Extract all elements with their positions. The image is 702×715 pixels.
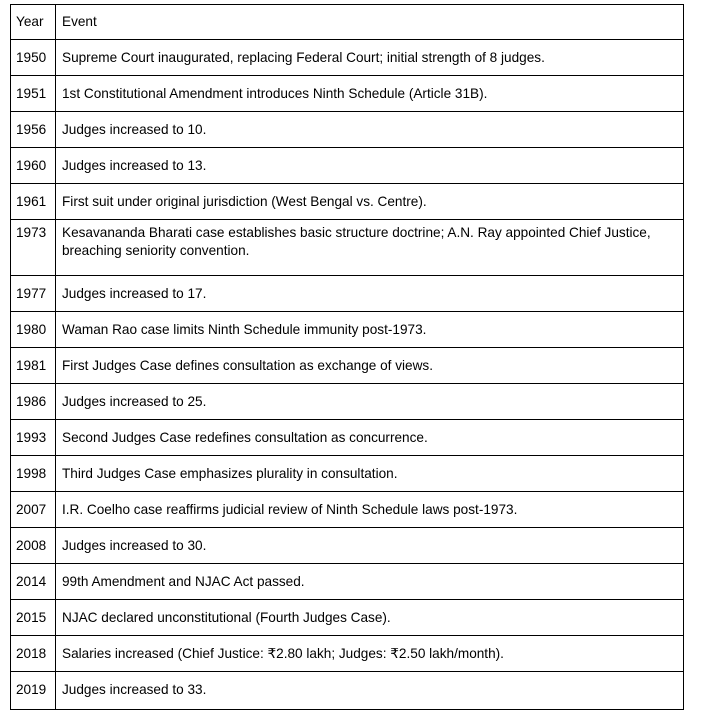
- year-cell: 2008: [11, 528, 56, 564]
- year-cell: 2019: [11, 672, 56, 710]
- event-cell: 1st Constitutional Amendment introduces Ninth Schedule (Article 31B).: [56, 76, 684, 112]
- event-cell: Second Judges Case redefines consultation as concurrence.: [56, 420, 684, 456]
- year-cell: 1950: [11, 40, 56, 76]
- event-cell: Third Judges Case emphasizes plurality in consultation.: [56, 456, 684, 492]
- year-cell: 1956: [11, 112, 56, 148]
- event-cell: Judges increased to 17.: [56, 276, 684, 312]
- table-row: [11, 184, 684, 220]
- year-cell: 2014: [11, 564, 56, 600]
- event-cell: Judges increased to 25.: [56, 384, 684, 420]
- table-row: [11, 348, 684, 384]
- table-row: [11, 40, 684, 76]
- event-cell: Judges increased to 13.: [56, 148, 684, 184]
- year-cell: 1986: [11, 384, 56, 420]
- table-row: [11, 276, 684, 312]
- event-cell: Supreme Court inaugurated, replacing Federal Court; initial strength of 8 judges.: [56, 40, 684, 76]
- table-row: [11, 420, 684, 456]
- table-row: [11, 636, 684, 672]
- table-row: [11, 312, 684, 348]
- table-row: [11, 600, 684, 636]
- table-row: [11, 564, 684, 600]
- event-cell: Waman Rao case limits Ninth Schedule immunity post-1973.: [56, 312, 684, 348]
- event-cell: First Judges Case defines consultation as exchange of views.: [56, 348, 684, 384]
- table-row: [11, 456, 684, 492]
- year-cell: 2018: [11, 636, 56, 672]
- event-cell: NJAC declared unconstitutional (Fourth Judges Case).: [56, 600, 684, 636]
- table-row: [11, 492, 684, 528]
- timeline-table: [10, 4, 684, 710]
- year-cell: 2007: [11, 492, 56, 528]
- table-row: [11, 76, 684, 112]
- table-row: [11, 148, 684, 184]
- header-row: [11, 5, 684, 40]
- table-row: [11, 672, 684, 710]
- table-row: [11, 112, 684, 148]
- year-cell: 1993: [11, 420, 56, 456]
- event-cell: Salaries increased (Chief Justice: ₹2.80 lakh; Judges: ₹2.50 lakh/month).: [56, 636, 684, 672]
- table-row: [11, 528, 684, 564]
- table-header: [11, 5, 684, 40]
- year-cell: 1961: [11, 184, 56, 220]
- year-cell: 1981: [11, 348, 56, 384]
- event-cell: First suit under original jurisdiction (West Bengal vs. Centre).: [56, 184, 684, 220]
- year-cell: 1977: [11, 276, 56, 312]
- event-cell: 99th Amendment and NJAC Act passed.: [56, 564, 684, 600]
- event-cell: Kesavananda Bharati case establishes basic structure doctrine; A.N. Ray appointed Chief Justice, breaching seniority convention.: [56, 220, 684, 276]
- year-cell: 1951: [11, 76, 56, 112]
- table-row: [11, 384, 684, 420]
- year-cell: 2015: [11, 600, 56, 636]
- table-body: [11, 40, 684, 710]
- event-cell: Judges increased to 33.: [56, 672, 684, 710]
- event-cell: Judges increased to 10.: [56, 112, 684, 148]
- event-cell: Judges increased to 30.: [56, 528, 684, 564]
- year-cell: 1973: [11, 220, 56, 276]
- table-row: [11, 220, 684, 276]
- event-cell: I.R. Coelho case reaffirms judicial review of Ninth Schedule laws post-1973.: [56, 492, 684, 528]
- year-cell: 1960: [11, 148, 56, 184]
- event-column-header: Event: [56, 5, 684, 40]
- year-cell: 1980: [11, 312, 56, 348]
- year-column-header: Year: [11, 5, 56, 40]
- year-cell: 1998: [11, 456, 56, 492]
